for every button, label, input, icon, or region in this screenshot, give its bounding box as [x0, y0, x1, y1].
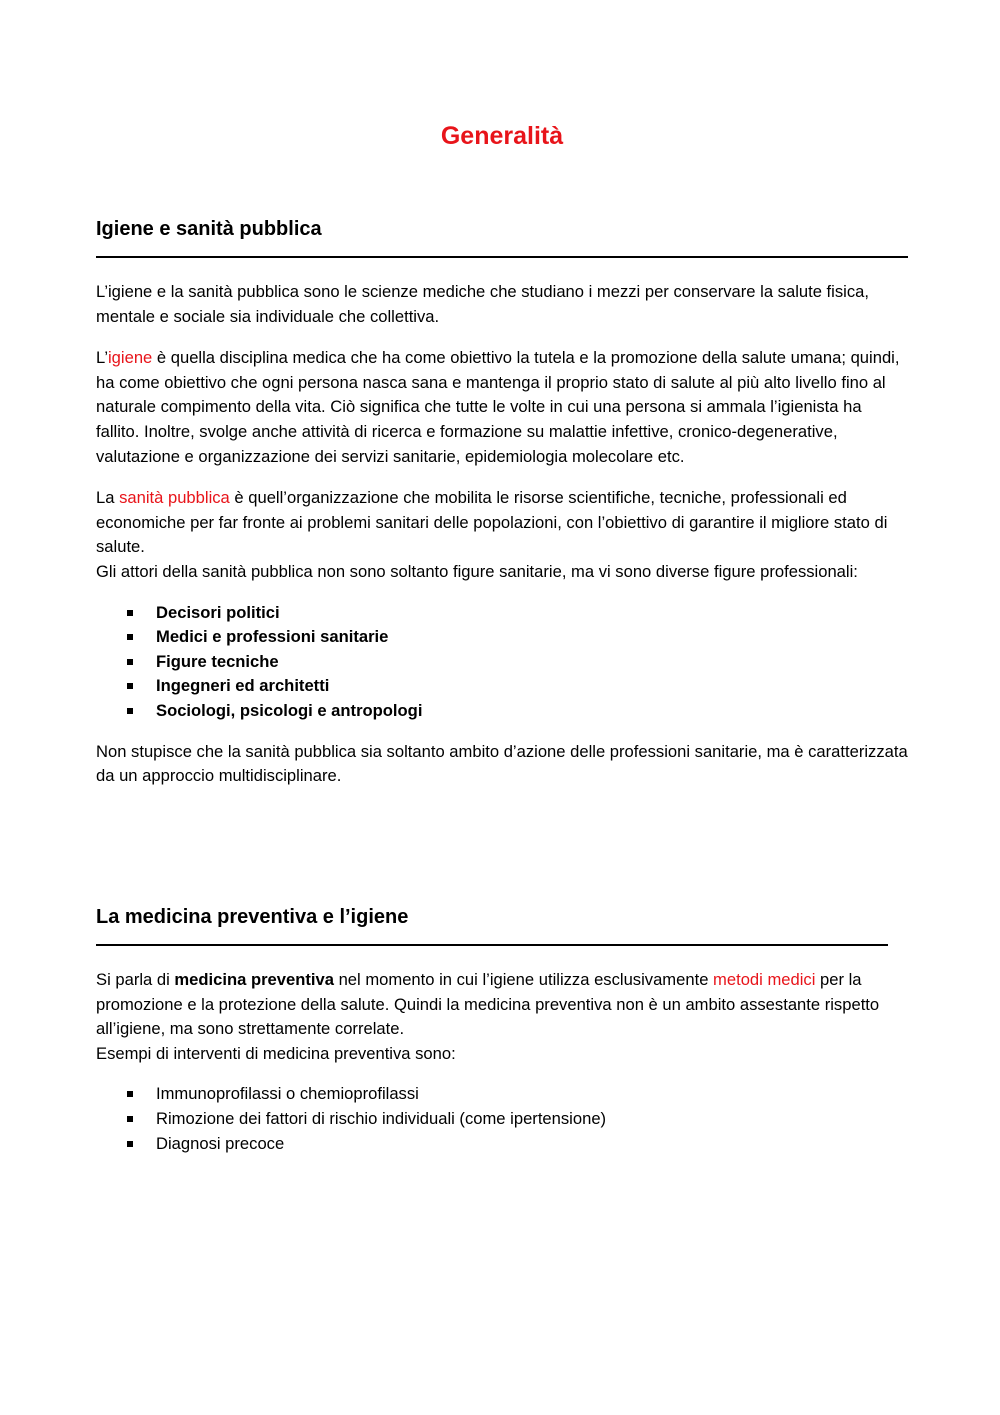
text: è quell’organizzazione che mobilita le risorse scientifiche, tecniche, professionali ed economiche per far fronte ai problemi sanitari delle popolazioni, con l’obiettivo di garantire il migliore stato di salute. [96, 488, 888, 557]
list-item: Immunoprofilassi o chemioprofilassi [96, 1082, 908, 1107]
text: Si parla di [96, 970, 175, 989]
bullet-list [96, 1082, 908, 1156]
paragraph: Esempi di interventi di medicina preventiva sono: [96, 1043, 456, 1063]
page-title: Generalità [440, 122, 564, 150]
text: L’ [96, 348, 108, 368]
heading-underline [96, 256, 908, 258]
section-igiene-sanita [96, 216, 908, 789]
list-item: Rimozione dei fattori di rischio individuali (come ipertensione) [96, 1107, 908, 1132]
paragraph-igiene [96, 346, 908, 469]
bold-term: medicina preventiva [174, 970, 334, 989]
section-medicina-preventiva [96, 904, 908, 1156]
section-heading: La medicina preventiva e l’igiene [96, 906, 409, 928]
highlight-term: sanità pubblica [119, 488, 230, 508]
highlight-term: igiene [108, 348, 153, 368]
text: è quella disciplina medica che ha come obiettivo la tutela e la promozione della salute umana; quindi, ha come obiettivo che ogni persona nasca sana e mantenga il proprio stato di salute al più alto livello fino al naturale compimento della vita. Ciò significa che tutte le volte in cui una persona si ammala l’igienista ha fallito. Inoltre, svolge anche attività di ricerca e formazione su malattie infettive, cronico-degenerative, valutazione e organizzazione dei servizi sanitarie, epidemiologia molecolare etc. [96, 348, 900, 466]
list-item: Ingegneri ed architetti [96, 674, 908, 699]
paragraph-sanita-pubblica [96, 486, 908, 560]
paragraph: L’igiene e la sanità pubblica sono le scienze mediche che studiano i mezzi per conservare la salute fisica, mentale e sociale sia individuale che collettiva. [96, 282, 869, 326]
list-item: Sociologi, psicologi e antropologi [96, 699, 908, 724]
heading-underline [96, 944, 888, 946]
text: per la promozione e la protezione della salute. Quindi la medicina preventiva non è un ambito assestante rispetto all’igiene, ma sono strettamente correlate. [96, 970, 880, 1039]
section-heading: Igiene e sanità pubblica [96, 218, 322, 240]
text: nel momento in cui l’igiene utilizza esclusivamente [333, 970, 714, 989]
list-item: Diagnosi precoce [96, 1132, 908, 1157]
text: La [96, 488, 120, 508]
bullet-list [96, 601, 908, 724]
paragraph-medicina-preventiva [96, 968, 908, 1042]
list-item: Figure tecniche [96, 650, 908, 675]
paragraph: Gli attori della sanità pubblica non sono soltanto figure sanitarie, ma vi sono diverse figure professionali: [96, 561, 858, 581]
paragraph: Non stupisce che la sanità pubblica sia soltanto ambito d’azione delle professioni sanitarie, ma è caratterizzata da un approccio multidisciplinare. [96, 741, 908, 786]
highlight-term: metodi medici [713, 970, 816, 989]
list-item: Decisori politici [96, 601, 908, 626]
list-item: Medici e professioni sanitarie [96, 625, 908, 650]
